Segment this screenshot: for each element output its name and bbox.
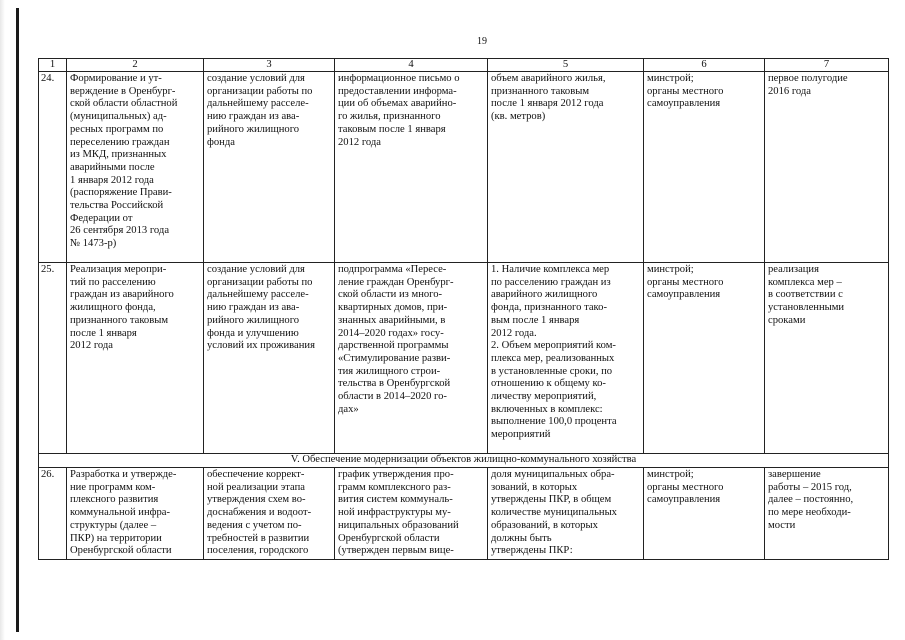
cell-line: дальнейшему расселе- (207, 289, 309, 301)
indicator-cell (488, 72, 644, 263)
cell-line: граждан из аварийного (70, 289, 174, 301)
cell-line: количестве муниципальных (491, 507, 617, 519)
cell-line: самоуправления (647, 98, 721, 110)
cell-line: график утверждения про- (338, 469, 454, 480)
cell-line: ресных программ по (70, 123, 164, 135)
cell-line: № 1473-р) (70, 238, 117, 250)
cell-line: (утвержден первым вице- (338, 545, 454, 557)
cell-line: вития систем коммуналь- (338, 494, 453, 506)
cell-line: Формирование и ут- (70, 73, 162, 84)
column-header-5: 5 (488, 59, 644, 72)
cell-line: по мере необходи- (768, 507, 851, 519)
cell-line: подпрограмма «Пересе- (338, 264, 447, 275)
cell-line: минстрой; (647, 264, 694, 275)
cell-line: из МКД, признанных (70, 149, 167, 161)
goal-cell (204, 72, 335, 263)
row-number: 26. (39, 468, 67, 560)
cell-line: мости (768, 519, 796, 531)
cell-line: дарственной программы (338, 340, 449, 352)
deadline-cell (765, 468, 889, 560)
binding-line (16, 8, 19, 632)
cell-line: признанного таковым (491, 85, 590, 97)
cell-line: ниципальных образований (338, 519, 459, 531)
cell-line: по расселению граждан из (491, 276, 611, 288)
cell-line: тельства Российской (70, 200, 164, 212)
table-row-24 (39, 72, 889, 263)
cell-line: минстрой; (647, 469, 694, 480)
cell-line: ции об объемах аварийно- (338, 98, 457, 110)
cell-line: фонда, признанного тако- (491, 302, 607, 314)
cell-line: плексного развития (70, 494, 159, 506)
deadline-cell (765, 72, 889, 263)
table-row-25 (39, 263, 889, 454)
cell-line: дах» (338, 403, 359, 415)
cell-line: фонда (207, 136, 235, 148)
cell-line: ПКР) на территории (70, 532, 162, 544)
cell-line: аварийного жилищного (491, 289, 598, 301)
cell-line: минстрой; (647, 73, 694, 84)
cell-line: самоуправления (647, 289, 721, 301)
cell-line: области в 2014–2020 го- (338, 391, 447, 403)
cell-line: ной реализации этапа (207, 481, 305, 493)
column-number-row (39, 59, 889, 72)
cell-line: (муниципальных) ад- (70, 111, 167, 123)
cell-line: таковым после 1 января (338, 123, 446, 135)
document-cell (335, 468, 488, 560)
cell-line: организации работы по (207, 85, 313, 97)
cell-line: ской области из много- (338, 289, 443, 301)
cell-line: комплекса мер – (768, 276, 842, 288)
measure-cell (67, 263, 204, 454)
cell-line: Реализация меропри- (70, 264, 167, 275)
measures-table (38, 58, 889, 560)
cell-line: переселению граждан (70, 136, 170, 148)
cell-line: предоставлении информа- (338, 85, 457, 97)
indicator-cell (488, 263, 644, 454)
cell-line: грамм комплексного раз- (338, 481, 451, 493)
cell-line: знанных аварийными, в (338, 314, 446, 326)
cell-line: тий по расселению (70, 276, 156, 288)
cell-line: выполнение 100,0 процента (491, 416, 617, 428)
cell-line: после 1 января 2012 года (491, 98, 604, 110)
cell-line: реализация (768, 264, 819, 275)
column-header-7: 7 (765, 59, 889, 72)
cell-line: отношению к общему ко- (491, 378, 606, 390)
cell-line: аварийными после (70, 161, 155, 173)
responsible-cell (644, 468, 765, 560)
cell-line: утверждены ПКР: (491, 545, 573, 557)
cell-line: ление граждан Оренбург- (338, 276, 454, 288)
cell-line: ской области областной (70, 98, 178, 110)
cell-line: 2012 года (338, 136, 382, 148)
cell-line: самоуправления (647, 494, 721, 506)
cell-line: доля муниципальных обра- (491, 469, 615, 480)
responsible-cell (644, 72, 765, 263)
cell-line: го жилья, признанного (338, 111, 441, 123)
goal-cell (204, 263, 335, 454)
cell-line: (кв. метров) (491, 111, 546, 123)
cell-line: обеспечение коррект- (207, 469, 305, 480)
cell-line: Разработка и утвержде- (70, 469, 177, 480)
column-header-6: 6 (644, 59, 765, 72)
cell-line: утверждены ПКР, в общем (491, 494, 612, 506)
cell-line: далее – постоянно, (768, 494, 854, 506)
indicator-cell (488, 468, 644, 560)
column-header-4: 4 (335, 59, 488, 72)
cell-line: 2016 года (768, 85, 812, 97)
column-header-1: 1 (39, 59, 67, 72)
scan-edge (0, 0, 5, 640)
cell-line: организации работы по (207, 276, 313, 288)
cell-line: коммунальной инфра- (70, 507, 171, 519)
cell-line: нию граждан из ава- (207, 111, 300, 123)
cell-line: ведения с учетом по- (207, 519, 302, 531)
row-number: 25. (39, 263, 67, 454)
cell-line: (распоряжение Прави- (70, 187, 172, 199)
cell-line: поселения, городского (207, 545, 309, 557)
cell-line: создание условий для (207, 73, 305, 84)
cell-line: 2014–2020 годах» госу- (338, 327, 444, 339)
document-cell (335, 263, 488, 454)
cell-line: квартирных домов, при- (338, 302, 448, 314)
cell-line: нию граждан из ава- (207, 302, 300, 314)
cell-line: 1 января 2012 года (70, 174, 154, 186)
cell-line: объем аварийного жилья, (491, 73, 606, 84)
cell-line: тия жилищного строи- (338, 365, 441, 377)
cell-line: Федерации от (70, 212, 133, 224)
section-heading-row (39, 454, 889, 468)
cell-line: «Стимулирование разви- (338, 352, 451, 364)
cell-line: работы – 2015 год, (768, 481, 852, 493)
cell-line: после 1 января (70, 327, 137, 339)
cell-line: зований, в которых (491, 481, 578, 493)
cell-line: дальнейшему расселе- (207, 98, 309, 110)
cell-line: рийного жилищного (207, 123, 300, 135)
cell-line: 2012 года (70, 340, 114, 352)
cell-line: завершение (768, 469, 821, 480)
cell-line: информационное письмо о (338, 73, 460, 84)
cell-line: условий их проживания (207, 340, 315, 352)
cell-line: 26 сентября 2013 года (70, 225, 170, 237)
cell-line: сроками (768, 314, 806, 326)
cell-line: ние программ ком- (70, 481, 156, 493)
cell-line: признанного таковым (70, 314, 169, 326)
cell-line: фонда и улучшению (207, 327, 299, 339)
cell-line: 2. Объем мероприятий ком- (491, 340, 616, 352)
cell-line: верждение в Оренбург- (70, 85, 176, 97)
cell-line: рийного жилищного (207, 314, 300, 326)
cell-line: вым после 1 января (491, 314, 580, 326)
row-number: 24. (39, 72, 67, 263)
cell-line: тельства в Оренбургской (338, 378, 451, 390)
cell-line: доснабжения и водоот- (207, 507, 312, 519)
measure-cell (67, 468, 204, 560)
page-number: 19 (477, 36, 487, 47)
column-header-2: 2 (67, 59, 204, 72)
cell-line: утверждения схем во- (207, 494, 306, 506)
cell-line: в установленные сроки, по (491, 365, 613, 377)
cell-line: первое полугодие (768, 73, 848, 84)
cell-line: органы местного (647, 481, 724, 493)
measure-cell (67, 72, 204, 263)
cell-line: органы местного (647, 276, 724, 288)
cell-line: Оренбургской области (70, 545, 172, 557)
cell-line: образований, в которых (491, 519, 598, 531)
cell-line: личеству мероприятий, (491, 391, 597, 403)
responsible-cell (644, 263, 765, 454)
cell-line: структуры (далее – (70, 519, 157, 531)
cell-line: ной инфраструктуры му- (338, 507, 451, 519)
goal-cell (204, 468, 335, 560)
cell-line: 2012 года. (491, 327, 537, 339)
cell-line: жилищного фонда, (70, 302, 156, 314)
cell-line: создание условий для (207, 264, 305, 275)
table-row-26 (39, 468, 889, 560)
cell-line: плекса мер, реализованных (491, 352, 615, 364)
cell-line: органы местного (647, 85, 724, 97)
cell-line: в соответствии с (768, 289, 843, 301)
cell-line: должны быть (491, 532, 552, 544)
cell-line: Оренбургской области (338, 532, 440, 544)
column-header-3: 3 (204, 59, 335, 72)
cell-line: мероприятий (491, 429, 551, 441)
deadline-cell (765, 263, 889, 454)
section-heading: V. Обеспечение модернизации объектов жилищно-коммунального хозяйства (39, 454, 889, 468)
document-cell (335, 72, 488, 263)
cell-line: установленными (768, 302, 845, 314)
cell-line: требностей в развитии (207, 532, 310, 544)
cell-line: включенных в комплекс: (491, 403, 603, 415)
cell-line: 1. Наличие комплекса мер (491, 264, 610, 275)
